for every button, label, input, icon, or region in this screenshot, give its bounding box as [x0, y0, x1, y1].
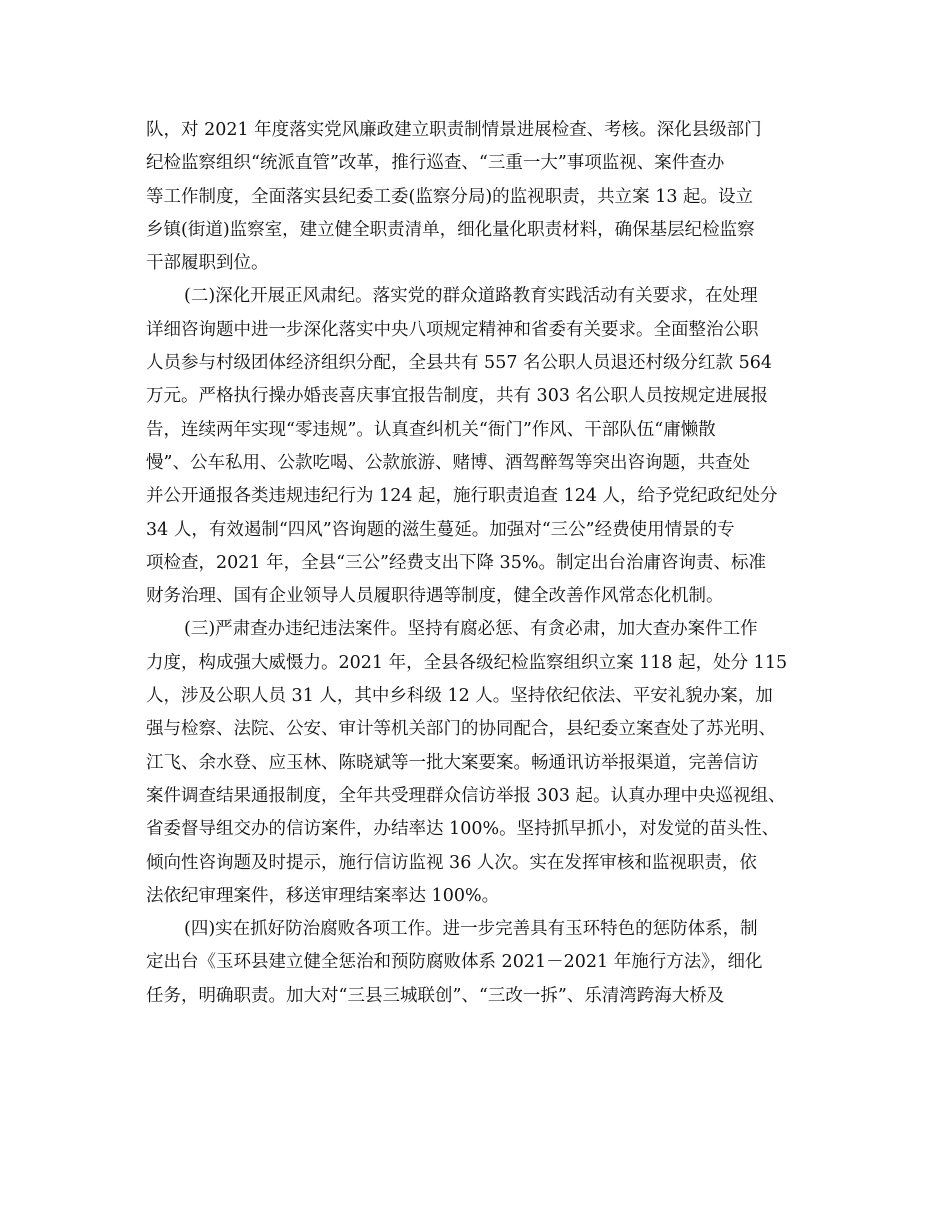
- text-line: 法依纪审理案件，移送审理结案率达 100%。: [146, 885, 500, 906]
- text-line: 详细咨询题中进一步深化落实中央八项规定精神和省委有关要求。全面整治公职: [146, 319, 759, 340]
- text-line: 财务治理、国有企业领导人员履职待遇等制度，健全改善作风常态化机制。: [146, 586, 724, 607]
- text-line: 项检查，2021 年，全县“三公”经费支出下降 35%。制定出台治庸咨询责、标准: [146, 552, 766, 573]
- text-line: 并公开通报各类违规违纪行为 124 起，施行职责追查 124 人，给予党纪政纪处分: [146, 486, 778, 507]
- text-line: 干部履职到位。: [146, 253, 269, 274]
- text-line: 省委督导组交办的信访案件，办结率达 100%。坚持抓早抓小，对发觉的苗头性、: [146, 819, 780, 840]
- text-line: 人员参与村级团体经济组织分配，全县共有 557 名公职人员退还村级分红款 564: [146, 353, 772, 374]
- text-line: 34 人，有效遏制“四风”咨询题的滋生蔓延。加强对“三公”经费使用情景的专: [146, 519, 735, 540]
- paragraph-heading-line: (四)实在抓好防治腐败各项工作。进一步完善具有玉环特色的惩防体系，制: [184, 919, 758, 940]
- text-line: 慢”、公车私用、公款吃喝、公款旅游、赌博、酒驾醉驾等突出咨询题，共查处: [146, 452, 750, 473]
- text-line: 任务，明确职责。加大对“三县三城联创”、“三改一拆”、乐清湾跨海大桥及: [146, 985, 725, 1006]
- text-line: 人，涉及公职人员 31 人，其中乡科级 12 人。坚持依纪依法、平安礼貌办案，加: [146, 686, 773, 707]
- text-line: 乡镇(街道)监察室，建立健全职责清单，细化量化职责材料，确保基层纪检监察: [146, 219, 755, 240]
- text-line: 定出台《玉环县建立健全惩治和预防腐败体系 2021－2021 年施行方法》，细化: [146, 952, 763, 973]
- text-line: 万元。严格执行操办婚丧喜庆事宜报告制度，共有 303 名公职人员按规定进展报: [146, 386, 769, 407]
- text-line: 队，对 2021 年度落实党风廉政建立职责制情景进展检查、考核。深化县级部门: [146, 120, 762, 140]
- text-line: 强与检察、法院、公安、审计等机关部门的协同配合，县纪委立案查处了苏光明、: [146, 719, 776, 740]
- text-line: 告，连续两年实现“零违规”。认真查纠机关“衙门”作风、干部队伍“庸懒散: [146, 419, 716, 440]
- text-line: 等工作制度，全面落实县纪委工委(监察分局)的监视职责，共立案 13 起。设立: [146, 186, 754, 207]
- paragraph-heading-line: (二)深化开展正风肃纪。落实党的群众道路教育实践活动有关要求，在处理: [184, 286, 758, 307]
- paragraph-heading-line: (三)严肃查办违纪违法案件。坚持有腐必惩、有贪必肃，加大查办案件工作: [184, 619, 758, 640]
- text-line: 纪检监察组织“统派直管”改革，推行巡查、“三重一大”事项监视、案件查办: [146, 153, 725, 174]
- text-line: 江飞、余水登、应玉林、陈晓斌等一批大案要案。畅通讯访举报渠道，完善信访: [146, 752, 759, 773]
- document-body: [146, 114, 806, 1013]
- text-line: 倾向性咨询题及时提示，施行信访监视 36 人次。实在发挥审核和监视职责，依: [146, 852, 757, 873]
- text-line: 案件调查结果通报制度，全年共受理群众信访举报 303 起。认真办理中央巡视组、: [146, 785, 786, 806]
- text-line: 力度，构成强大威慑力。2021 年，全县各级纪检监察组织立案 118 起，处分 115: [146, 652, 788, 673]
